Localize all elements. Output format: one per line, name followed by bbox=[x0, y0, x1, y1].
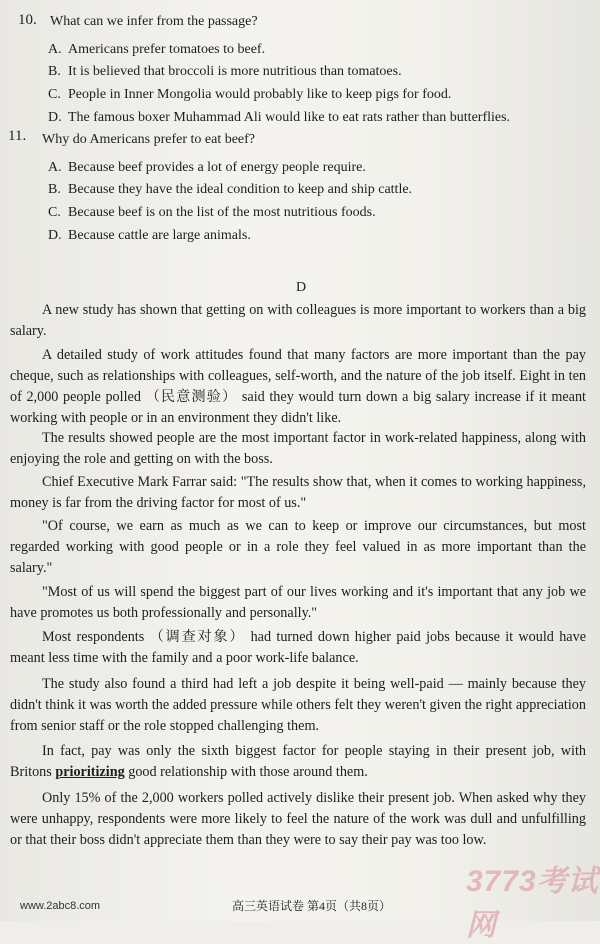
q11-option-a bbox=[48, 160, 366, 176]
option-letter: C. bbox=[48, 87, 61, 102]
option-letter: B. bbox=[48, 182, 61, 197]
q10-option-a bbox=[48, 42, 265, 58]
passage-paragraph-6: "Most of us will spend the biggest part of our lives working and it's important that any job we have promotes us both professionally and personally." bbox=[10, 584, 586, 621]
q11-question: Why do Americans prefer to eat beef? bbox=[42, 132, 256, 147]
option-text: The famous boxer Muhammad Ali would like to eat rats rather than butterflies. bbox=[68, 110, 511, 125]
passage-paragraph-10: Only 15% of the 2,000 workers polled actively dislike their present job. When asked why they were unhappy, respondents were more likely to feel the nature of the work was dull and unfulfilling or that their boss didn't appreciate them than they were to say their pay was too low. bbox=[10, 790, 586, 848]
q11-option-b bbox=[48, 182, 412, 198]
q11-option-c bbox=[48, 205, 376, 221]
q11-option-d bbox=[48, 228, 251, 244]
passage-paragraph-2: A detailed study of work attitudes found that many factors are more important than the pay cheque, such as relationships with colleagues, self-worth, and the nature of the job itself. Eight in ten of 2,000 people polled （民意测验） said they would turn down a big salary increase if it meant working with people or in an environment they didn't like. bbox=[10, 347, 586, 426]
q11-number: 11. bbox=[8, 128, 27, 144]
passage-paragraph-4: Chief Executive Mark Farrar said: "The results show that, when it comes to working happiness, money is far from the driving factor for most of us." bbox=[10, 474, 586, 511]
paragraph-9-text-end: good relationship with those around them. bbox=[124, 764, 368, 780]
q10-option-d bbox=[48, 110, 510, 126]
paragraph-9-text-start: In fact, pay was only the sixth biggest factor for people staying in their present job, with Britons bbox=[10, 743, 586, 780]
footer-site: www.2abc8.com bbox=[20, 900, 101, 912]
passage-paragraph-9 bbox=[10, 741, 586, 783]
option-letter: B. bbox=[48, 64, 61, 79]
option-text: Americans prefer tomatoes to beef. bbox=[68, 42, 266, 57]
passage-paragraph-7: Most respondents （调查对象） had turned down higher paid jobs because it would have meant less time with the family and a poor work-life balance. bbox=[10, 629, 586, 666]
option-text: It is believed that broccoli is more nutritious than tomatoes. bbox=[68, 64, 402, 79]
option-letter: A. bbox=[48, 160, 62, 175]
option-text: Because cattle are large animals. bbox=[68, 228, 251, 243]
passage-paragraph-3: The results showed people are the most important factor in work-related happiness, along with enjoying the role and getting on with the boss. bbox=[10, 430, 586, 467]
q10-option-b bbox=[48, 64, 402, 80]
option-text: Because beef is on the list of the most nutritious foods. bbox=[68, 205, 376, 220]
option-letter: D. bbox=[48, 110, 62, 125]
q10-option-c bbox=[48, 87, 451, 103]
option-text: Because they have the ideal condition to keep and ship cattle. bbox=[68, 182, 413, 197]
option-text: Because beef provides a lot of energy people require. bbox=[68, 160, 366, 175]
q10-question: What can we infer from the passage? bbox=[50, 14, 258, 29]
passage-paragraph-8: The study also found a third had left a job despite it being well-paid — mainly because they didn't think it was worth the added pressure while others felt they weren't given the right appreciation from senior staff or the role stopped challenging them. bbox=[10, 676, 586, 734]
q10-number: 10. bbox=[18, 12, 37, 28]
vocab-word-prioritizing: prioritizing bbox=[55, 764, 125, 780]
footer-page-info: 高三英语试卷 第4页（共8页） bbox=[232, 899, 392, 913]
passage-paragraph-5: "Of course, we earn as much as we can to keep or improve our circumstances, but most regarded working with good people or in a role they feel valued in as more important than the salary." bbox=[10, 518, 586, 576]
watermark-logo: 3773考试网 bbox=[466, 865, 599, 942]
option-text: People in Inner Mongolia would probably like to keep pigs for food. bbox=[68, 87, 452, 102]
passage-paragraph-1: A new study has shown that getting on with colleagues is more important to workers than a big salary. bbox=[10, 302, 586, 339]
option-letter: C. bbox=[48, 205, 61, 220]
option-letter: D. bbox=[48, 228, 62, 243]
section-title: D bbox=[296, 280, 307, 295]
option-letter: A. bbox=[48, 42, 62, 57]
